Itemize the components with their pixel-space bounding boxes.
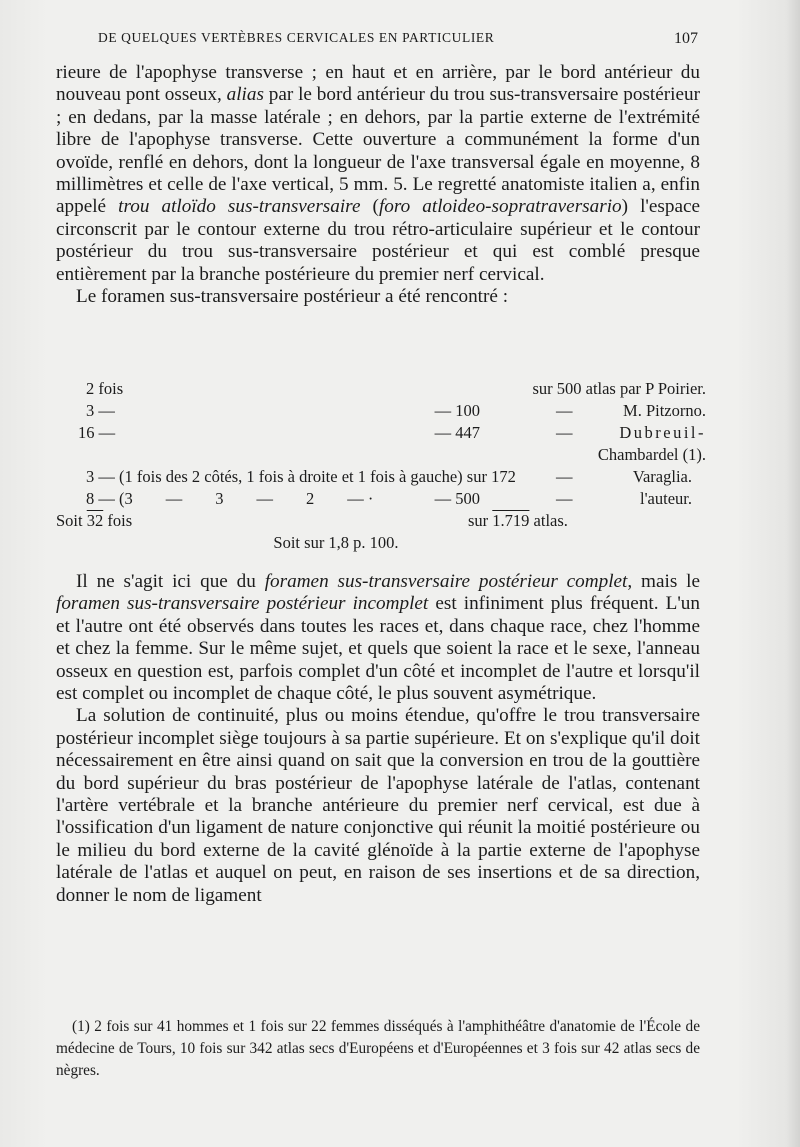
- table-ratio: Soit sur 1,8 p. 100.: [273, 533, 399, 552]
- running-head-title: DE QUELQUES VERTÈBRES CERVICALES EN PARTICULIER: [98, 30, 495, 45]
- page-number: 107: [674, 30, 698, 47]
- statistics-table: [56, 378, 706, 554]
- dash-cell: —: [556, 489, 573, 508]
- sample-cell: — 447: [434, 423, 480, 442]
- footnote-text: (1) 2 fois sur 41 hommes et 1 fois sur 22 femmes disséqués à l'amphithéâtre d'anatomie de l'École de médecine de Tours, 10 fois sur 342 atlas secs d'Européens et d'Européennes et 3 fois sur 42 atlas secs de nègres.: [56, 1018, 700, 1079]
- dash-cell: —: [556, 401, 573, 420]
- paragraph: La solution de continuité, plus ou moins étendue, qu'offre le trou transversaire postérieur incomplet siège toujours à sa partie supérieure. Et on s'explique qu'il doit nécessairement en être ainsi quand on sait que la conversion en trou de la gouttière du bord supérieur du bras postérieur de l'apophyse latérale de l'atlas, contenant l'artère vertébrale et la branche antérieure du premier nerf cervical, est due à l'ossification d'un ligament de nature conjonctive qui réunit la moitié postérieure ou le milieu du bord externe de la cavité glénoïde à la partie externe de l'apophyse latérale de l'atlas et auquel on peut, en raison de ses insertions et de sa direction, donner le nom de ligament: [56, 705, 700, 906]
- paragraph-intro-table: Le foramen sus-transversaire postérieur a été rencontré :: [76, 286, 509, 308]
- sample-cell: — 100: [434, 401, 480, 420]
- sample-cell: — 500: [434, 489, 480, 508]
- footnote: [56, 1016, 700, 1082]
- author-cell: Chambardel (1).: [597, 445, 706, 464]
- table-row: [56, 378, 706, 400]
- author-cell: Varaglia.: [632, 467, 692, 486]
- table-total-row: [56, 510, 706, 532]
- author-cell: M. Pitzorno.: [623, 401, 706, 420]
- upper-text-block: [56, 62, 700, 308]
- author-cell: Dubreuil-: [619, 423, 706, 442]
- dash-cell: —: [556, 467, 573, 486]
- table-row: [56, 466, 706, 488]
- dash-cell: —: [556, 423, 573, 442]
- table-row: [56, 488, 706, 510]
- italic-term: trou atloïdo sus-transversaire: [118, 196, 361, 218]
- author-cell: l'auteur.: [640, 489, 692, 508]
- table-row: [56, 400, 706, 422]
- total-count: Soit 32 fois: [56, 511, 133, 530]
- source-cell: sur 500 atlas par P Poirier.: [532, 379, 706, 398]
- italic-term: foro atloideo-sopratraversario: [378, 196, 622, 218]
- table-row: [56, 422, 706, 444]
- count-cell: 8 — (3 — 3 — 2 — ·: [86, 489, 374, 508]
- count-cell: 16 —: [78, 423, 116, 442]
- italic-term: foramen sus-transversaire postérieur complet: [264, 571, 628, 592]
- italic-term: foramen sus-transversaire postérieur incomplet: [56, 593, 429, 615]
- paragraph-continued: rieure de l'apophyse transverse ; en haut et en arrière, par le bord antérieur du nouveau pont osseux, alias par le bord antérieur du trou sus-transversaire postérieur ; en dedans, par la masse latérale ; en dehors, par la partie externe de l'extrémité libre de l'apophyse transverse. Cette ouverture a communément la forme d'un ovoïde, renflé en dehors, dont la longueur de l'axe transversal égale en moyenne, 8 millimètres et celle de l'axe vertical, 5 mm. 5. Le regretté anatomiste italien a, enfin appelé trou atloïdo sus-transversaire (foro atloideo-sopratraversario) l'espace circonscrit par le contour externe du trou rétro-articulaire supérieur et le contour postérieur du trou sus-transversaire postérieur et qui est comblé presque entièrement par la branche postérieure du premier nerf cervical.: [56, 62, 700, 285]
- italic-term: alias: [226, 84, 264, 106]
- running-head: [98, 30, 698, 48]
- table-row: [56, 444, 706, 466]
- lower-text-block: [56, 571, 700, 907]
- count-cell: 3 — (1 fois des 2 côtés, 1 fois à droite et 1 fois à gauche) sur 172: [86, 467, 516, 486]
- count-cell: 3 —: [86, 401, 115, 420]
- total-atlas: sur 1.719 atlas.: [468, 511, 568, 530]
- paragraph: Il ne s'agit ici que du foramen sus-transversaire postérieur complet, mais le foramen sus-transversaire postérieur incomplet est infiniment plus fréquent. L'un et l'autre ont été observés dans toutes les races et, dans chaque race, chez l'homme et chez la femme. Sur le même sujet, et quels que soient la race et le sexe, l'anneau osseux en question est, parfois complet d'un côté et incomplet de l'autre et lorsqu'il est complet ou incomplet de chaque côté, le plus souvent asymétrique.: [56, 571, 700, 705]
- count-cell: 2 fois: [86, 379, 124, 398]
